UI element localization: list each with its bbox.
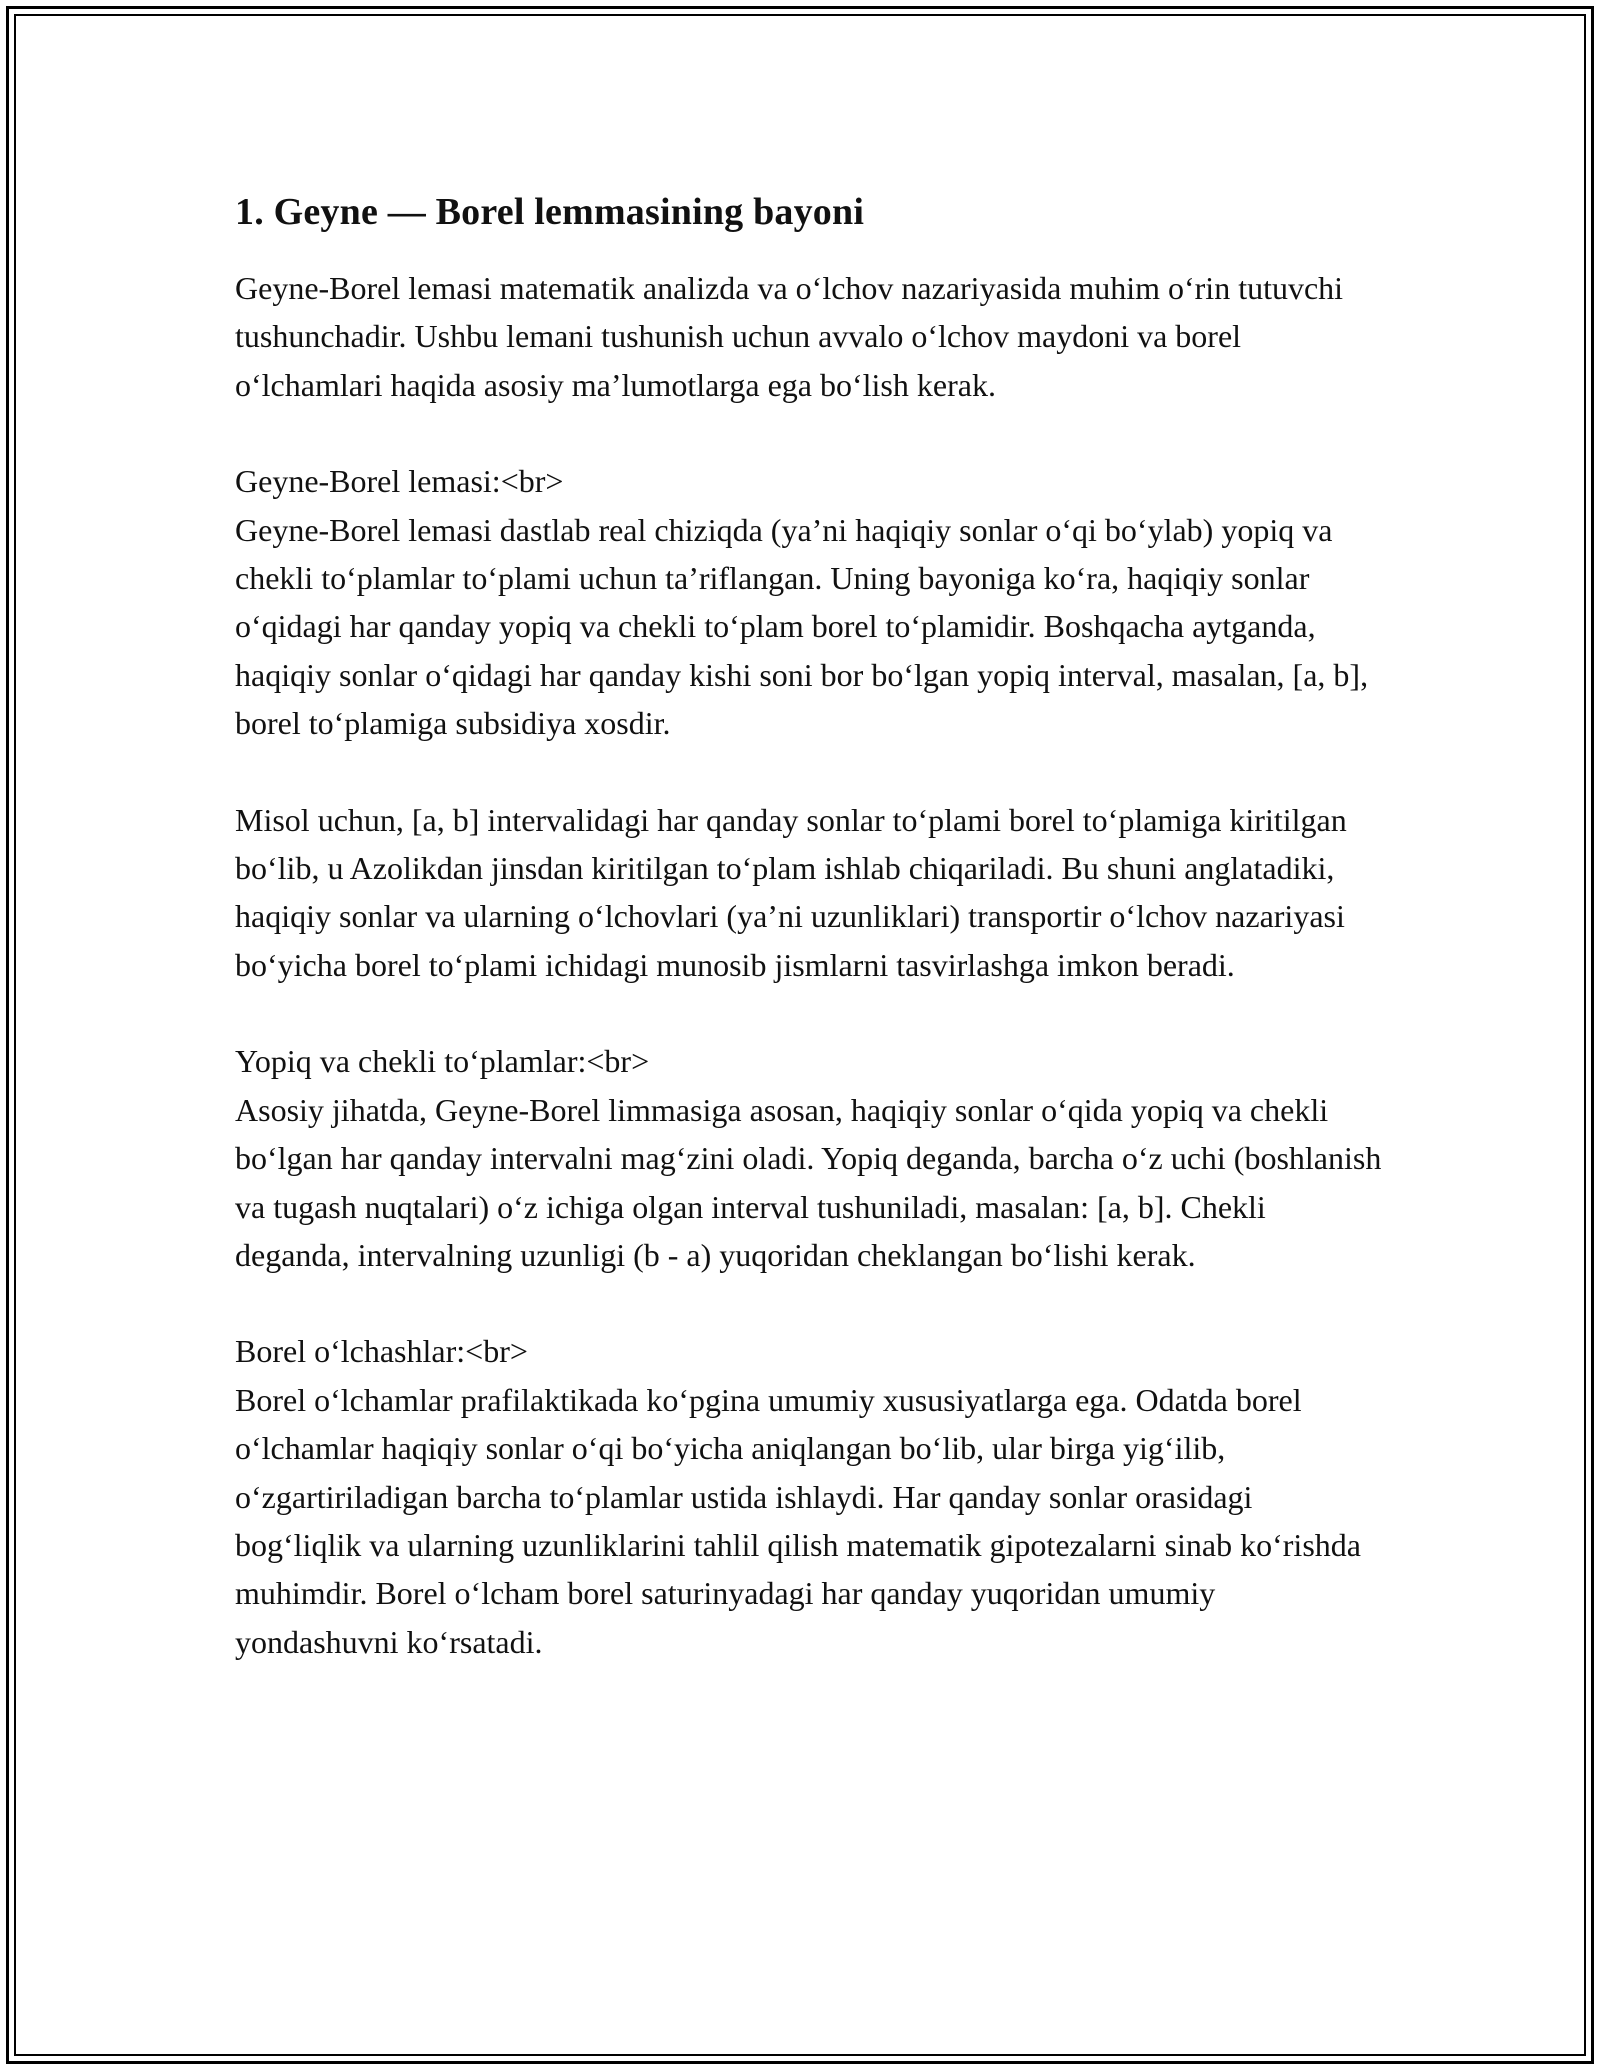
paragraph-text: Misol uchun, [a, b] intervalidagi har qanday sonlar to‘plami borel to‘plamiga kiritilgan bo‘lib, u Azolikdan jinsdan kiritilgan to‘plam ishlab chiqariladi. Bu shuni anglatadiki, haqiqiy sonlar va ularning o‘lchovlari (ya’ni uzunliklari) transportir o‘lchov nazariyasi bo‘yicha borel to‘plami ichidagi munosib jismlarni tasvirlashga imkon beradi. [235,801,1347,983]
paragraph-text: Geyne-Borel lemasi dastlab real chiziqda (ya’ni haqiqiy sonlar o‘qi bo‘ylab) yopiq va chekli to‘plamlar to‘plami uchun ta’riflangan. Uning bayoniga ko‘ra, haqiqiy sonlar o‘qidagi har qanday yopiq va chekli to‘plam borel to‘plamidir. Boshqacha aytganda, haqiqiy sonlar o‘qidagi har qanday kishi soni bor bo‘lgan yopiq interval, masalan, [a, b], borel to‘plamiga subsidiya xosdir. [235,511,1369,742]
paragraph-label: Geyne-Borel lemasi:<br> [235,463,564,500]
paragraph-label: Borel o‘lchashlar:<br> [235,1333,528,1370]
paragraph-text: Borel o‘lchamlar prafilaktikada ko‘pgina umumiy xususiyatlarga ega. Odatda borel o‘lchamlar haqiqiy sonlar o‘qi bo‘yicha aniqlangan bo‘lib, ular birga yig‘ilib, o‘zgartiriladigan barcha to‘plamlar ustida ishlaydi. Har qanday sonlar orasidagi bog‘liqlik va ularning uzunliklarini tahlil qilish matematik gipotezalarni sinab ko‘rishda muhimdir. Borel o‘lcham borel saturinyadagi har qanday yuqoridan umumiy yondashuvni ko‘rsatadi. [235,1381,1361,1660]
paragraph-lemma [235,457,1385,747]
paragraph-intro [235,264,1385,409]
paragraph-closed-bounded [235,1037,1385,1279]
paragraph-label: Yopiq va chekli to‘plamlar:<br> [235,1043,650,1080]
document-body [235,186,1385,1714]
paragraph-text: Asosiy jihatda, Geyne-Borel limmasiga asosan, haqiqiy sonlar o‘qida yopiq va chekli bo‘lgan har qanday intervalni mag‘zini oladi. Yopiq deganda, barcha o‘z uchi (boshlanish va tugash nuqtalari) o‘z ichiga olgan interval tushuniladi, masalan: [a, b]. Chekli deganda, intervalning uzunligi (b - a) yuqoridan cheklangan bo‘lishi kerak. [235,1091,1382,1273]
paragraph-text: Geyne-Borel lemasi matematik analizda va o‘lchov nazariyasida muhim o‘rin tutuvchi tushunchadir. Ushbu lemani tushunish uchun avvalo o‘lchov maydoni va borel o‘lchamlari haqida asosiy ma’lumotlarga ega bo‘lish kerak. [235,270,1344,403]
paragraph-example [235,796,1385,990]
paragraph-borel-measures [235,1327,1385,1666]
section-heading: 1. Geyne — Borel lemmasining bayoni [235,191,865,233]
